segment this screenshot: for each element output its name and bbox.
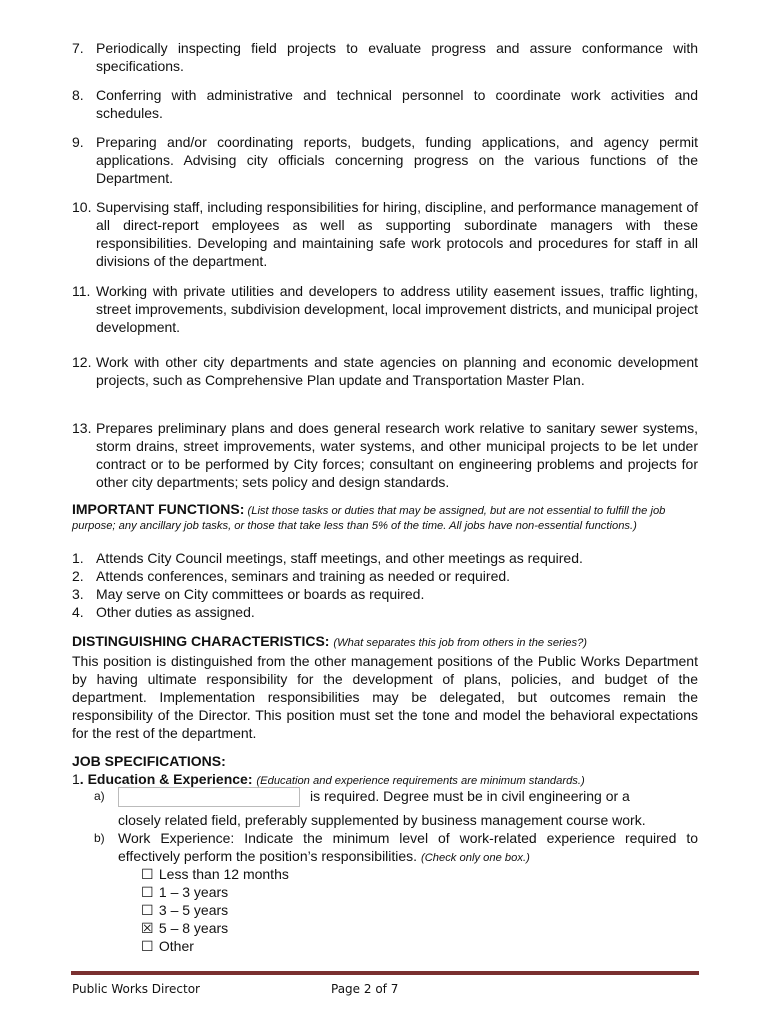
job-specifications-section (72, 752, 698, 790)
duty-item-13 (72, 419, 698, 491)
experience-option-1-3-years[interactable] (141, 883, 228, 901)
important-item-3 (72, 585, 698, 603)
duty-number: 13. (72, 420, 92, 436)
important-functions-section (72, 502, 698, 533)
duty-text: Conferring with administrative and technical personnel to coordinate work activities and schedules. (96, 87, 698, 121)
checkbox-icon[interactable]: ☐ (141, 866, 154, 882)
duty-number: 11. (72, 283, 91, 299)
important-text: Attends City Council meetings, staff meetings, and other meetings as required. (96, 550, 583, 566)
important-number: 1. (72, 550, 84, 566)
important-number: 4. (72, 604, 84, 620)
duty-item-11 (72, 282, 698, 336)
education-note: (Education and experience requirements are minimum standards.) (256, 775, 585, 787)
item-b-label: b) (94, 831, 105, 845)
important-number: 3. (72, 586, 84, 602)
duty-number: 10. (72, 199, 92, 215)
duty-text: Work with other city departments and state agencies on planning and economic development projects, such as Comprehensive Plan update and Transportation Master Plan. (96, 354, 698, 388)
option-label: 1 – 3 years (158, 884, 229, 900)
experience-requirement-b (94, 829, 698, 867)
experience-option-5-8-years[interactable] (141, 919, 228, 937)
job-specifications-heading: JOB SPECIFICATIONS: (72, 753, 226, 769)
distinguishing-heading: DISTINGUISHING CHARACTERISTICS: (72, 633, 330, 649)
education-number: 1 (72, 771, 80, 787)
important-item-1 (72, 549, 698, 567)
duty-number: 9. (72, 134, 84, 150)
degree-field[interactable] (118, 787, 300, 807)
duty-item-12 (72, 353, 698, 389)
duty-number: 12. (72, 354, 92, 370)
option-label: 3 – 5 years (158, 902, 229, 918)
duty-text: Periodically inspecting field projects to evaluate progress and assure conformance with specifications. (96, 40, 698, 74)
checked-checkbox-icon[interactable]: ☒ (141, 920, 154, 936)
education-requirement-a-cont (94, 811, 698, 829)
item-a-text-2: closely related field, preferably supplemented by business management course work. (118, 812, 646, 828)
duty-number: 8. (72, 87, 84, 103)
item-a-text-1: is required. Degree must be in civil engineering or a (310, 788, 630, 804)
experience-option-less-than-12-months[interactable] (141, 865, 289, 883)
important-item-4 (72, 603, 698, 621)
important-text: May serve on City committees or boards as required. (96, 586, 425, 602)
education-requirement-a (94, 787, 698, 807)
education-heading: . Education & Experience: (79, 771, 253, 787)
duty-text: Supervising staff, including responsibilities for hiring, discipline, and performance management of all direct-report employees as well as supporting subordinate managers with these responsibilities. Developing and maintaining safe work protocols and procedures for staff in all divisions of the department. (96, 199, 698, 269)
option-label: 5 – 8 years (158, 920, 229, 936)
item-b-note: (Check only one box.) (420, 852, 530, 864)
item-a-label: a) (94, 789, 105, 803)
checkbox-icon[interactable]: ☐ (141, 902, 154, 918)
important-functions-heading: IMPORTANT FUNCTIONS: (72, 501, 245, 517)
experience-option-other[interactable] (141, 937, 194, 955)
distinguishing-section (72, 632, 698, 742)
experience-option-3-5-years[interactable] (141, 901, 228, 919)
duty-text: Working with private utilities and developers to address utility easement issues, traffic lighting, street improvements, subdivision development, local improvement districts, and municipal project development. (96, 283, 698, 335)
important-item-2 (72, 567, 698, 585)
checkbox-icon[interactable]: ☐ (141, 938, 154, 954)
duty-text: Prepares preliminary plans and does general research work relative to sanitary sewer systems, storm drains, street improvements, water systems, and other municipal projects to be let under contract or to be performed by City forces; consultant on engineering problems and projects for other city departments; sets policy and design standards. (96, 420, 698, 490)
footer-rule (71, 971, 699, 975)
footer-page-number: Page 2 of 7 (331, 982, 399, 996)
option-label: Less than 12 months (158, 866, 289, 882)
duty-item-10 (72, 198, 698, 270)
important-text: Attends conferences, seminars and training as needed or required. (96, 568, 511, 584)
important-number: 2. (72, 568, 84, 584)
important-functions-note: (List those tasks or duties that may be assigned, but are not essential to fulfill the job purpose; any ancillary job tasks, or those that take less than 5% of the time. All jobs have non-essential functions.) (72, 505, 666, 532)
footer-title: Public Works Director (72, 982, 200, 996)
duty-item-9 (72, 133, 698, 187)
distinguishing-note: (What separates this job from others in the series?) (333, 637, 588, 649)
duty-text: Preparing and/or coordinating reports, budgets, funding applications, and agency permit applications. Advising city officials concerning progress on the various functions of the Department. (96, 134, 698, 186)
duty-number: 7. (72, 40, 84, 56)
item-b-text: Work Experience: Indicate the minimum level of work-related experience required to effectively perform the position’s responsibilities. (118, 830, 698, 864)
duty-item-7 (72, 39, 698, 75)
duty-item-8 (72, 86, 698, 122)
checkbox-icon[interactable]: ☐ (141, 884, 154, 900)
important-text: Other duties as assigned. (96, 604, 255, 620)
option-label: Other (158, 938, 194, 954)
distinguishing-body: This position is distinguished from the other management positions of the Public Works Department by having ultimate responsibility for the development of plans, policies, and budget of the department. Implementation responsibilities may be delegated, but outcomes remain the responsibility of the Director. This position must set the tone and model the behavioral expectations for the rest of the department. (72, 653, 698, 741)
